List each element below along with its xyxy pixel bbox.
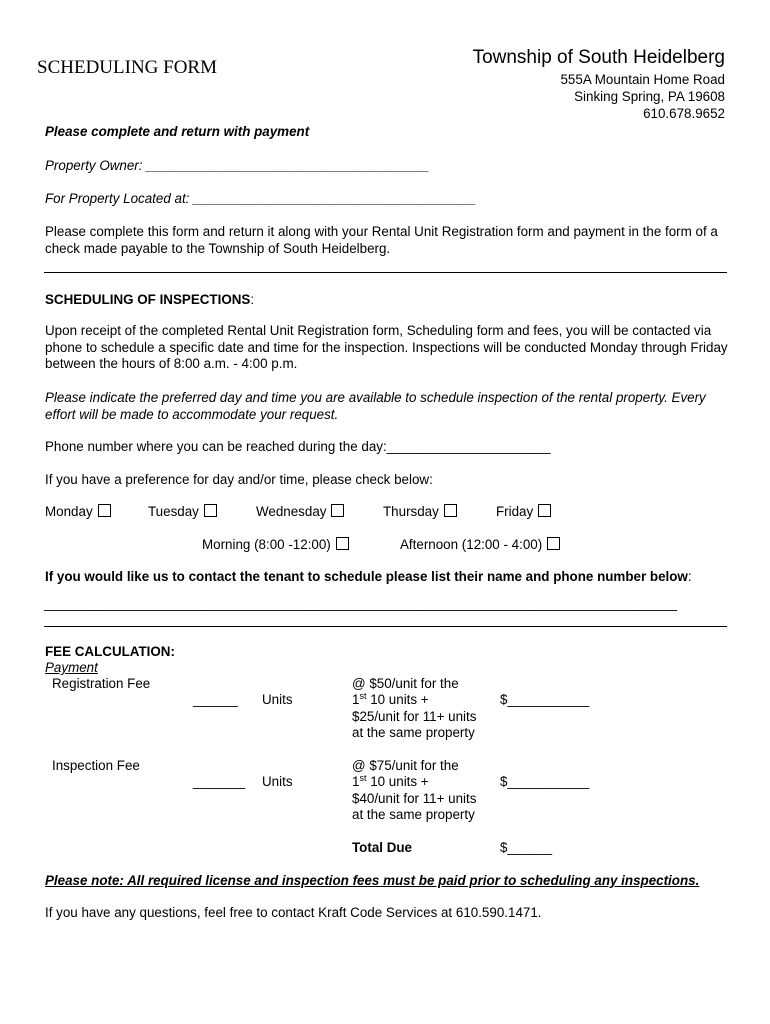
inspections-heading: SCHEDULING OF INSPECTIONS: — [45, 292, 255, 307]
intro-paragraph: Please complete this form and return it along with your Rental Unit Registration form and payment in the form of a check made payable to the Township of South Heidelberg. — [45, 224, 718, 256]
fee-heading: FEE CALCULATION: — [45, 644, 175, 659]
checkbox-thursday[interactable]: Thursday — [383, 504, 457, 520]
checkbox-square[interactable] — [547, 537, 560, 550]
registration-units-field[interactable]: ______ — [193, 692, 238, 707]
org-address-line1: 555A Mountain Home Road — [560, 72, 725, 87]
checkbox-afternoon[interactable]: Afternoon (12:00 - 4:00) — [400, 537, 560, 553]
property-location-field[interactable]: For Property Located at: ______________________________________ — [45, 191, 477, 206]
property-owner-field[interactable]: Property Owner: ______________________________________ — [45, 158, 430, 173]
total-due-field[interactable]: $______ — [500, 840, 553, 855]
checkbox-square[interactable] — [98, 504, 111, 517]
checkbox-square[interactable] — [331, 504, 344, 517]
tenant-contact-field[interactable]: _____________________________________________________________________________________ — [44, 596, 678, 611]
checkbox-square[interactable] — [336, 537, 349, 550]
org-phone: 610.678.9652 — [643, 106, 725, 121]
checkbox-morning[interactable]: Morning (8:00 -12:00) — [202, 537, 349, 553]
return-instruction: Please complete and return with payment — [45, 124, 310, 139]
divider — [44, 626, 727, 627]
checkbox-wednesday[interactable]: Wednesday — [256, 504, 344, 520]
inspection-rate: @ $75/unit for the 1st 10 units + $40/unit for 11+ units at the same property — [352, 758, 477, 823]
registration-fee-label: Registration Fee — [52, 676, 151, 691]
inspection-units-label: Units — [262, 774, 293, 789]
questions-contact: If you have any questions, feel free to contact Kraft Code Services at 610.590.1471. — [45, 905, 542, 920]
inspection-units-field[interactable]: _______ — [193, 774, 246, 789]
form-title: SCHEDULING FORM — [37, 57, 217, 78]
preference-instruction: If you have a preference for day and/or time, please check below: — [45, 472, 433, 487]
registration-amount-field[interactable]: $___________ — [500, 692, 590, 707]
checkbox-friday[interactable]: Friday — [496, 504, 551, 520]
registration-units-label: Units — [262, 692, 293, 707]
checkbox-square[interactable] — [444, 504, 457, 517]
checkbox-tuesday[interactable]: Tuesday — [148, 504, 217, 520]
preferred-time-note: Please indicate the preferred day and time you are available to schedule inspection of the rental property. Every effort will be made to accommodate your request. — [45, 390, 706, 422]
inspection-fee-label: Inspection Fee — [52, 758, 140, 773]
inspections-paragraph: Upon receipt of the completed Rental Unit Registration form, Scheduling form and fees, you will be contacted via phone to schedule a specific date and time for the inspection. Inspections will be conducted Monday through Friday between the hours of 8:00 a.m. - 4:00 p.m. — [45, 323, 728, 371]
tenant-contact-prompt: If you would like us to contact the tenant to schedule please list their name and phone number below: — [45, 569, 692, 584]
checkbox-square[interactable] — [204, 504, 217, 517]
registration-rate: @ $50/unit for the 1st 10 units + $25/unit for 11+ units at the same property — [352, 676, 477, 741]
payment-subheading: Payment — [45, 660, 98, 675]
daytime-phone-field[interactable]: Phone number where you can be reached during the day:______________________ — [45, 439, 551, 454]
checkbox-monday[interactable]: Monday — [45, 504, 111, 520]
total-due-label: Total Due — [352, 840, 413, 855]
org-name: Township of South Heidelberg — [472, 47, 725, 68]
inspection-amount-field[interactable]: $___________ — [500, 774, 590, 789]
checkbox-square[interactable] — [538, 504, 551, 517]
org-address-line2: Sinking Spring, PA 19608 — [574, 89, 725, 104]
divider — [44, 272, 727, 273]
fee-requirement-note: Please note: All required license and inspection fees must be paid prior to scheduling any inspections. — [45, 873, 700, 888]
